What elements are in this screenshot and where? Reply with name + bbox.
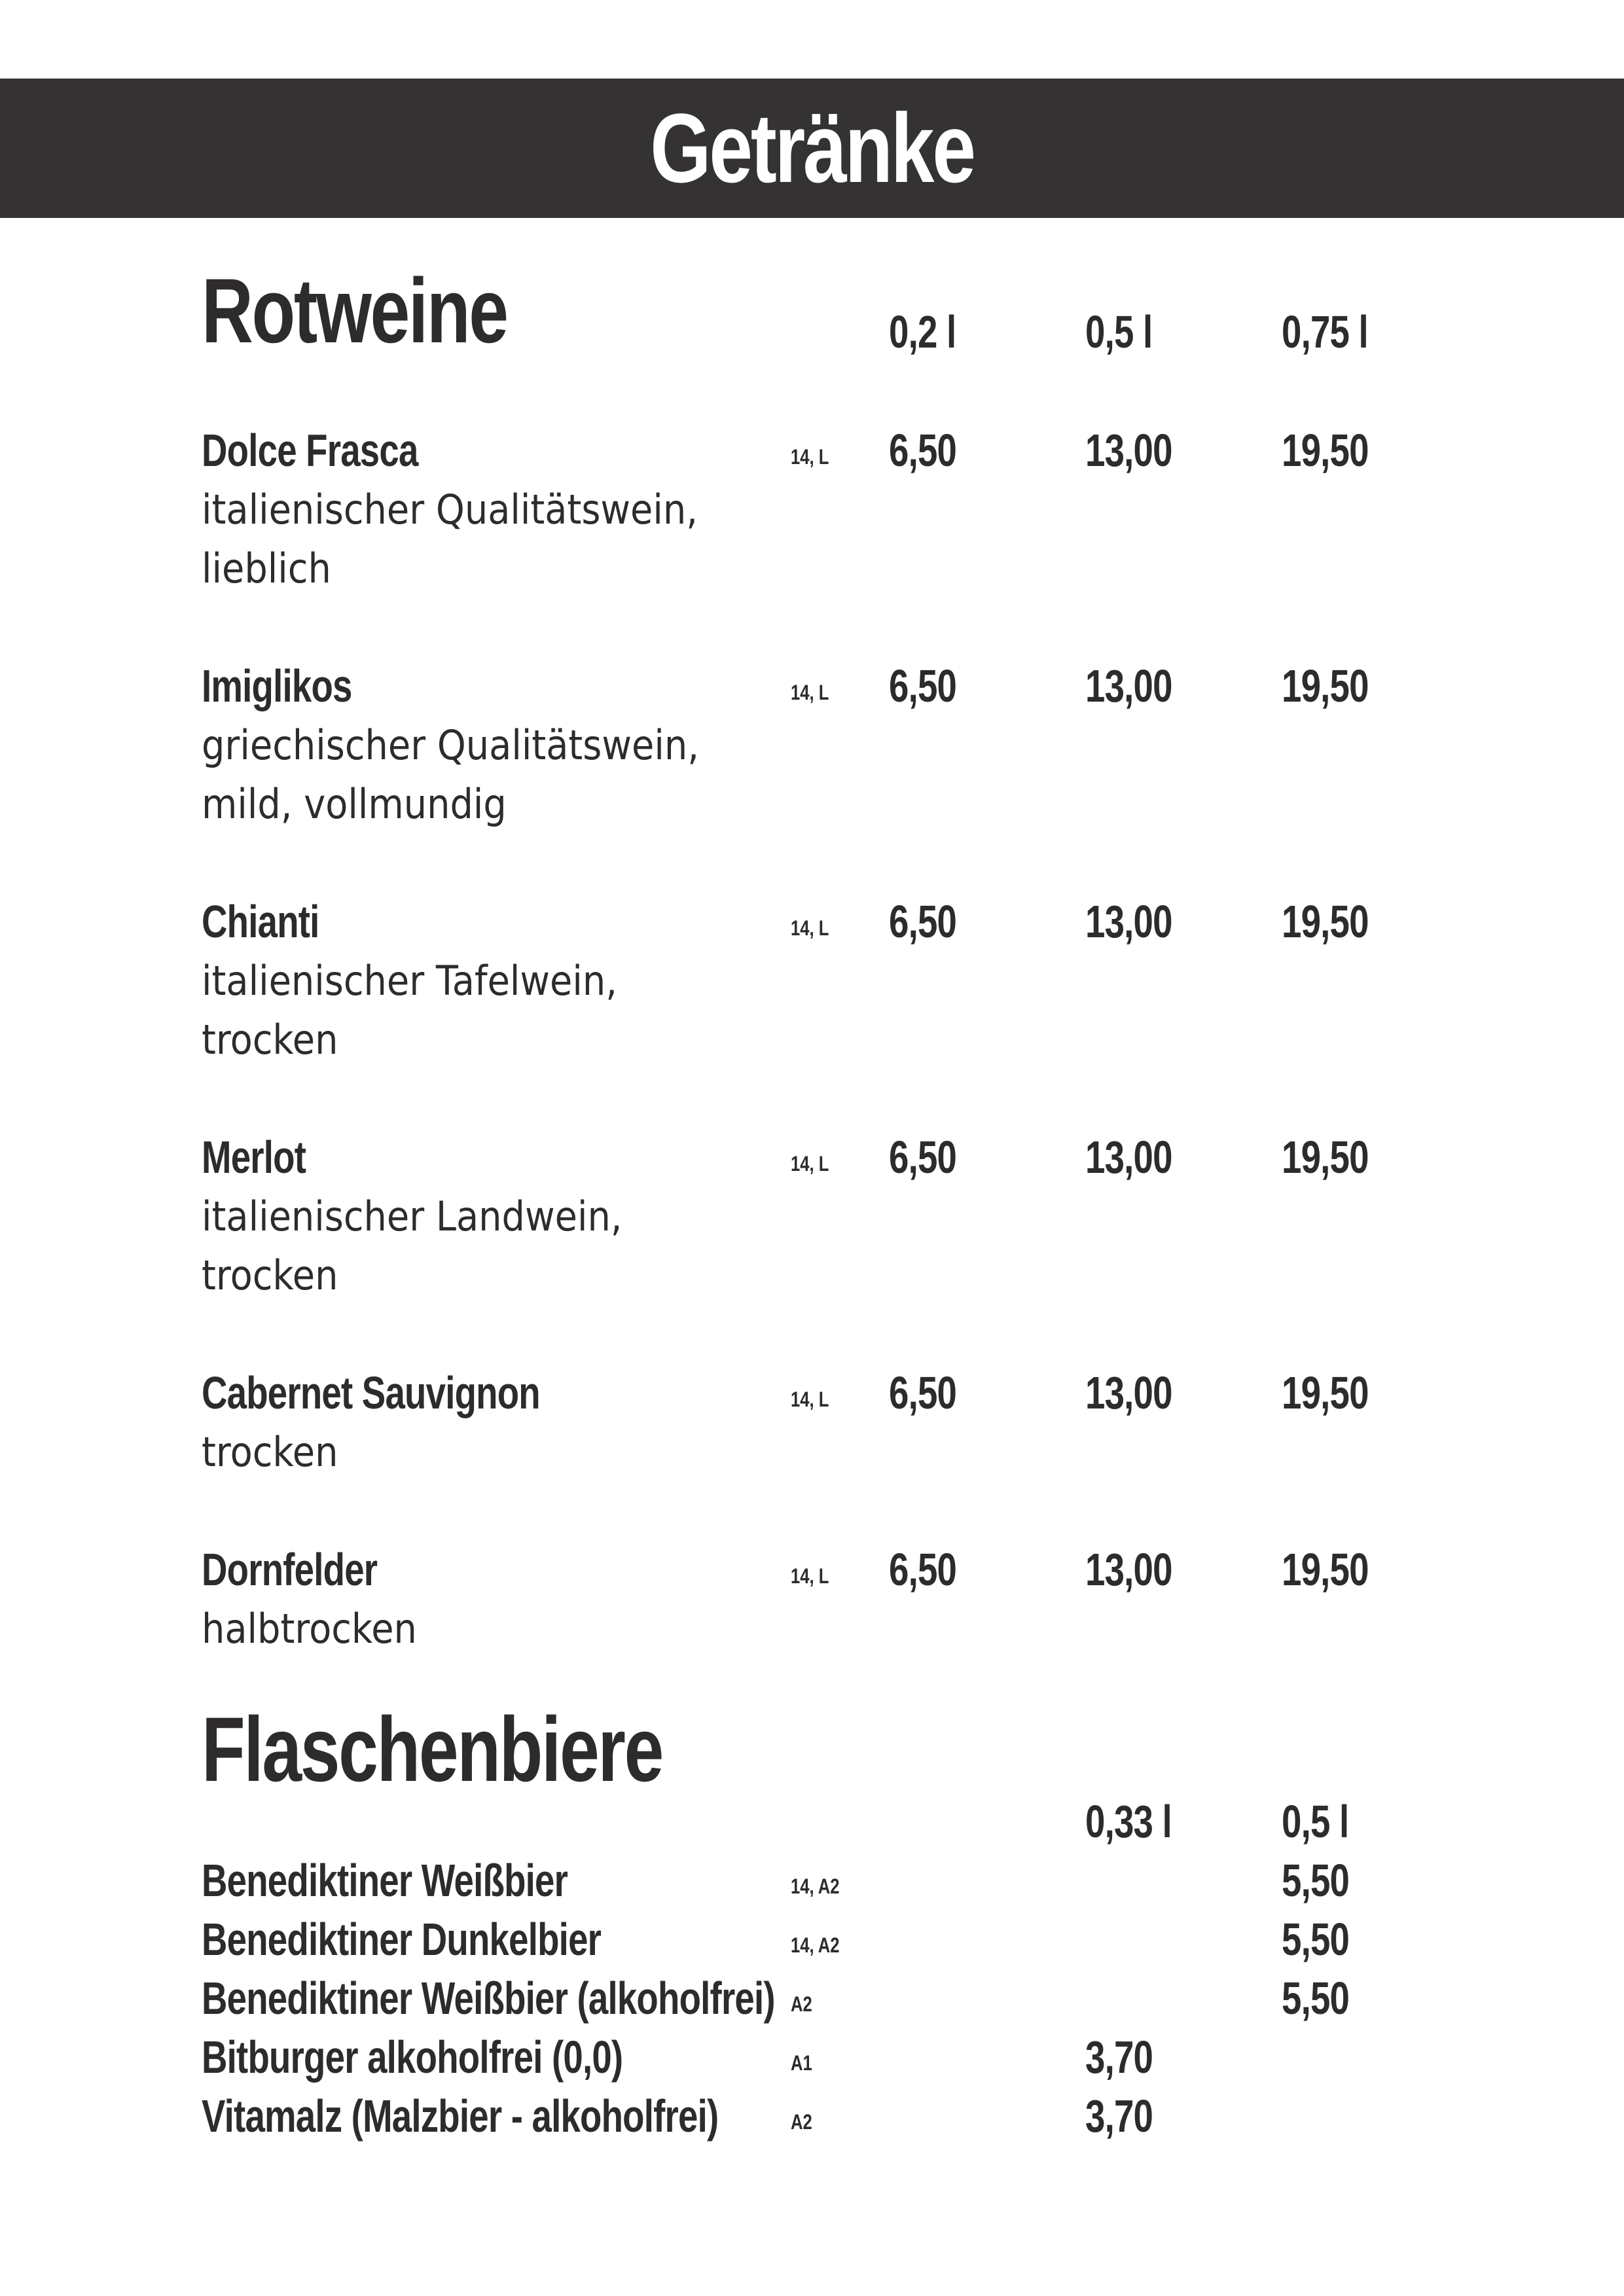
price-02: 6,50: [889, 896, 957, 947]
allergen-code: 14, A2: [791, 1874, 840, 1898]
price-02: 6,50: [889, 1132, 957, 1183]
allergen-code: 14, L: [791, 1564, 829, 1588]
price-05: 13,00: [1085, 1367, 1172, 1418]
allergen-code: 14, L: [791, 1152, 829, 1175]
item-name: Dolce Frasca: [202, 425, 418, 476]
item-name: Merlot: [202, 1132, 306, 1183]
item-name: Benediktiner Weißbier (alkoholfrei): [202, 1973, 775, 2024]
price-075: 19,50: [1282, 1544, 1369, 1595]
price-075: 19,50: [1282, 425, 1369, 476]
header-banner: [0, 79, 1624, 218]
item-description: griechischer Qualitätswein,: [202, 721, 699, 769]
price-02: 6,50: [889, 660, 957, 711]
allergen-code: A1: [791, 2051, 812, 2075]
price-05: 13,00: [1085, 1544, 1172, 1595]
item-description-2: mild, vollmundig: [202, 780, 507, 828]
price-05: 5,50: [1282, 1855, 1350, 1906]
price-05: 13,00: [1085, 660, 1172, 711]
item-description: trocken: [202, 1428, 338, 1476]
price-05: 13,00: [1085, 425, 1172, 476]
allergen-code: 14, L: [791, 1388, 829, 1411]
item-description-2: trocken: [202, 1251, 338, 1299]
item-description: italienischer Qualitätswein,: [202, 486, 698, 533]
allergen-code: 14, L: [791, 916, 829, 940]
item-name: Vitamalz (Malzbier - alkoholfrei): [202, 2090, 719, 2142]
allergen-code: 14, A2: [791, 1933, 840, 1957]
item-name: Benediktiner Dunkelbier: [202, 1914, 602, 1965]
allergen-code: 14, L: [791, 445, 829, 469]
price-02: 6,50: [889, 425, 957, 476]
allergen-code: A2: [791, 2110, 812, 2134]
allergen-code: A2: [791, 1992, 812, 2016]
item-description-2: lieblich: [202, 545, 331, 592]
size-header-05: 0,5 l: [1085, 306, 1153, 357]
size-header-075: 0,75 l: [1282, 306, 1368, 357]
item-description: halbtrocken: [202, 1605, 417, 1653]
size-header-033: 0,33 l: [1085, 1796, 1172, 1847]
page-title: Getränke: [650, 93, 974, 203]
price-05: 5,50: [1282, 1973, 1350, 2024]
item-name: Bitburger alkoholfrei (0,0): [202, 2032, 623, 2083]
price-033: 3,70: [1085, 2032, 1153, 2083]
item-name: Cabernet Sauvignon: [202, 1367, 540, 1418]
price-02: 6,50: [889, 1544, 957, 1595]
price-05: 13,00: [1085, 896, 1172, 947]
size-header-02: 0,2 l: [889, 306, 956, 357]
price-075: 19,50: [1282, 660, 1369, 711]
item-name: Chianti: [202, 896, 319, 947]
price-075: 19,50: [1282, 1132, 1369, 1183]
item-name: Imiglikos: [202, 660, 352, 711]
price-05: 13,00: [1085, 1132, 1172, 1183]
section-heading-flaschenbiere: Flaschenbiere: [202, 1698, 662, 1801]
price-075: 19,50: [1282, 1367, 1369, 1418]
price-075: 19,50: [1282, 896, 1369, 947]
item-name: Dornfelder: [202, 1544, 378, 1595]
size-header-05: 0,5 l: [1282, 1796, 1349, 1847]
item-description: italienischer Landwein,: [202, 1193, 623, 1240]
item-name: Benediktiner Weißbier: [202, 1855, 568, 1906]
item-description-2: trocken: [202, 1016, 338, 1064]
price-033: 3,70: [1085, 2090, 1153, 2142]
item-description: italienischer Tafelwein,: [202, 957, 618, 1005]
price-02: 6,50: [889, 1367, 957, 1418]
section-heading-rotweine: Rotweine: [202, 259, 507, 362]
allergen-code: 14, L: [791, 681, 829, 704]
price-05: 5,50: [1282, 1914, 1350, 1965]
